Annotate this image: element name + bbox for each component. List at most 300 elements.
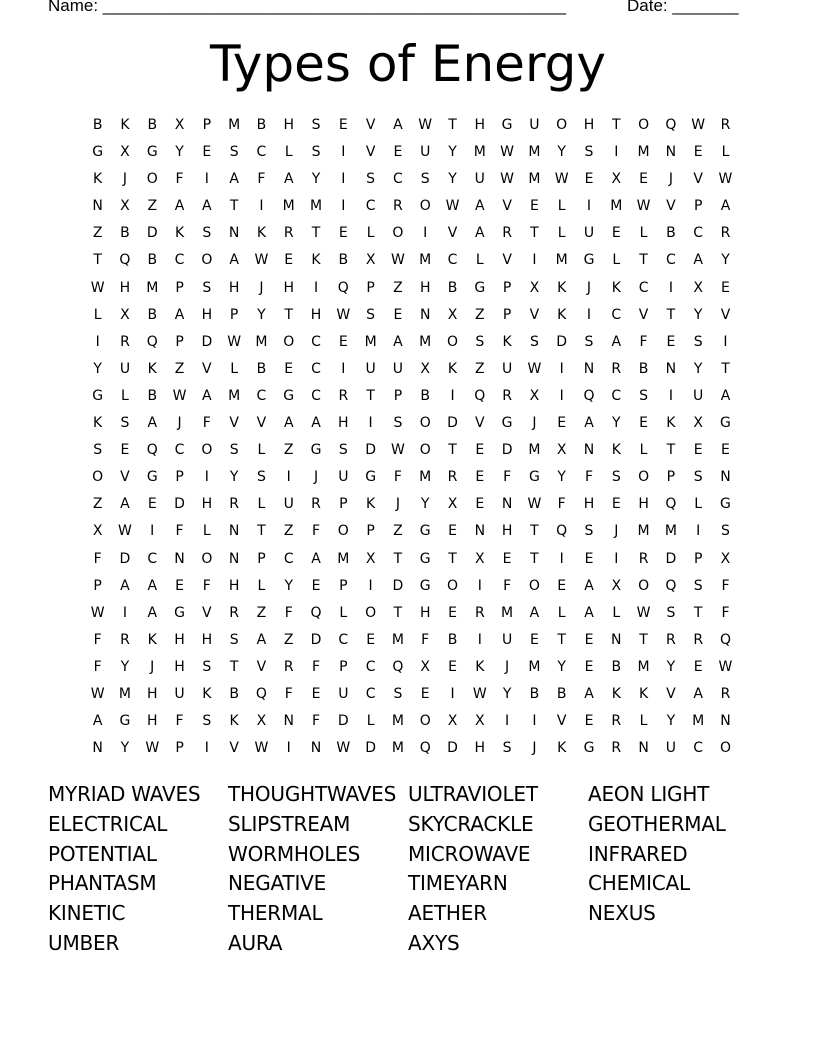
grid-letter: O: [419, 415, 431, 432]
grid-letter: K: [502, 333, 512, 350]
grid-letter: K: [366, 496, 376, 513]
grid-letter: A: [529, 604, 540, 621]
grid-letter: N: [501, 496, 513, 513]
grid-letter: R: [311, 496, 321, 513]
grid-letter: T: [311, 225, 321, 242]
grid-letter: O: [283, 333, 295, 350]
grid-letter: A: [283, 171, 294, 188]
grid-letter: Z: [393, 523, 403, 540]
grid-letter: N: [665, 360, 677, 377]
grid-letter: I: [122, 604, 128, 621]
grid-letter: U: [501, 631, 513, 648]
grid-letter: B: [92, 117, 103, 133]
grid-letter: A: [202, 387, 212, 404]
grid-letter: I: [586, 306, 592, 323]
grid-letter: G: [583, 252, 595, 269]
grid-letter: T: [666, 442, 676, 459]
grid-letter: R: [638, 550, 649, 567]
grid-letter: K: [611, 279, 621, 296]
grid-letter: I: [559, 387, 564, 404]
grid-letter: E: [284, 252, 294, 269]
grid-letter: S: [639, 387, 649, 404]
grid-letter: W: [227, 333, 242, 350]
grid-letter: G: [501, 415, 513, 432]
grid-letter: H: [201, 306, 213, 323]
grid-letter: H: [146, 713, 158, 730]
grid-letter: L: [612, 252, 621, 269]
grid-letter: M: [637, 523, 650, 540]
grid-letter: K: [147, 360, 157, 377]
grid-letter: W: [90, 685, 105, 702]
grid-letter: S: [202, 225, 212, 242]
grid-letter: D: [392, 577, 404, 594]
grid-letter: E: [584, 171, 594, 188]
grid-letter: C: [365, 198, 376, 215]
grid-letter: S: [584, 523, 594, 540]
grid-letter: R: [693, 631, 704, 648]
grid-letter: J: [668, 171, 673, 188]
grid-letter: M: [364, 333, 377, 350]
grid-letter: E: [639, 171, 649, 188]
grid-letter: C: [693, 740, 704, 757]
grid-letter: K: [93, 415, 103, 432]
grid-letter: T: [666, 306, 676, 323]
grid-letter: X: [174, 117, 185, 133]
grid-letter: P: [393, 387, 403, 404]
grid-letter: F: [202, 415, 211, 432]
grid-letter: P: [202, 117, 212, 133]
grid-letter: P: [175, 469, 184, 486]
word-bank-item: NEGATIVE: [228, 871, 327, 896]
grid-letter: X: [475, 713, 485, 730]
grid-letter: L: [612, 604, 621, 621]
grid-letter: X: [365, 252, 376, 269]
grid-letter: C: [338, 631, 349, 648]
grid-letter: H: [638, 496, 649, 513]
grid-letter: S: [120, 415, 130, 432]
grid-letter: I: [95, 333, 100, 350]
grid-letter: S: [721, 523, 730, 540]
grid-letter: I: [532, 252, 537, 269]
grid-letter: I: [559, 550, 564, 567]
grid-letter: W: [472, 685, 487, 702]
grid-letter: F: [721, 604, 730, 621]
grid-letter: E: [611, 225, 621, 242]
grid-letter: W: [636, 198, 651, 215]
grid-letter: Q: [474, 387, 486, 404]
grid-letter: V: [502, 198, 512, 215]
grid-letter: L: [639, 225, 648, 242]
grid-letter: O: [392, 225, 404, 242]
grid-letter: Q: [556, 523, 568, 540]
grid-letter: J: [150, 658, 155, 675]
grid-letter: J: [313, 469, 319, 486]
grid-letter: R: [611, 740, 622, 757]
grid-letter: F: [257, 171, 266, 188]
grid-letter: N: [583, 360, 595, 377]
grid-letter: I: [696, 523, 701, 540]
grid-letter: L: [557, 198, 566, 215]
grid-letter: P: [229, 306, 239, 323]
grid-letter: M: [391, 740, 404, 757]
grid-letter: E: [529, 631, 539, 648]
grid-letter: G: [474, 279, 486, 296]
grid-letter: X: [92, 523, 103, 540]
grid-letter: A: [147, 577, 158, 594]
grid-letter: P: [502, 306, 512, 323]
grid-letter: Z: [283, 442, 294, 459]
grid-letter: S: [256, 469, 266, 486]
grid-letter: U: [665, 740, 676, 757]
grid-letter: V: [202, 360, 212, 377]
grid-letter: W: [718, 658, 733, 675]
grid-letter: H: [501, 523, 513, 540]
grid-letter: M: [664, 523, 677, 540]
grid-letter: C: [365, 685, 376, 702]
grid-letter: S: [611, 469, 621, 486]
grid-letter: M: [228, 387, 241, 404]
grid-letter: Y: [693, 360, 703, 377]
grid-letter: T: [448, 442, 457, 459]
grid-letter: Z: [393, 279, 403, 296]
grid-letter: U: [392, 360, 404, 377]
grid-letter: A: [229, 171, 239, 188]
grid-letter: Z: [92, 225, 103, 242]
grid-letter: N: [611, 631, 622, 648]
grid-letter: E: [175, 577, 184, 594]
grid-letter: G: [419, 523, 431, 540]
grid-letter: R: [120, 631, 130, 648]
grid-letter: W: [527, 496, 542, 513]
grid-letter: W: [90, 604, 105, 621]
grid-letter: E: [721, 442, 730, 459]
grid-letter: S: [311, 144, 321, 161]
grid-letter: E: [120, 442, 130, 459]
grid-letter: K: [256, 225, 267, 242]
grid-letter: I: [532, 713, 537, 730]
grid-letter: D: [556, 333, 568, 350]
grid-letter: L: [557, 604, 566, 621]
word-bank-item: NEXUS: [588, 901, 656, 926]
header-line: [48, 0, 748, 20]
grid-letter: M: [255, 333, 268, 350]
grid-letter: E: [311, 685, 321, 702]
grid-letter: V: [638, 306, 649, 323]
word-bank-item: POTENTIAL: [48, 841, 157, 866]
grid-letter: V: [447, 225, 458, 242]
grid-letter: C: [311, 387, 321, 404]
grid-letter: T: [693, 604, 703, 621]
grid-letter: M: [391, 713, 404, 730]
grid-letter: C: [447, 252, 458, 269]
grid-letter: K: [147, 631, 157, 648]
grid-letter: I: [204, 469, 209, 486]
grid-letter: I: [341, 198, 346, 215]
grid-letter: C: [393, 171, 403, 188]
grid-letter: B: [338, 252, 349, 269]
grid-letter: E: [639, 415, 649, 432]
grid-letter: C: [611, 387, 622, 404]
grid-letter: E: [147, 496, 157, 513]
grid-letter: S: [693, 333, 703, 350]
grid-letter: M: [528, 658, 541, 675]
grid-letter: I: [313, 279, 319, 296]
grid-letter: H: [201, 496, 213, 513]
grid-letter: H: [174, 658, 185, 675]
grid-letter: O: [719, 740, 731, 757]
grid-letter: W: [336, 306, 351, 323]
grid-letter: P: [175, 333, 184, 350]
word-bank-item: AEON LIGHT: [588, 782, 710, 806]
grid-letter: X: [447, 496, 458, 513]
grid-letter: H: [283, 279, 294, 296]
grid-letter: I: [204, 740, 209, 757]
grid-letter: P: [366, 279, 375, 296]
grid-letter: J: [532, 740, 537, 757]
grid-letter: O: [446, 577, 459, 594]
grid-letter: S: [502, 740, 512, 757]
grid-letter: F: [311, 658, 321, 675]
grid-letter: X: [720, 550, 731, 567]
date-field-label[interactable]: Date: _______: [627, 0, 739, 15]
grid-letter: H: [419, 279, 431, 296]
grid-letter: K: [93, 171, 103, 188]
grid-letter: D: [201, 333, 213, 350]
grid-letter: D: [146, 225, 158, 242]
grid-letter: I: [423, 225, 428, 242]
grid-letter: G: [146, 469, 158, 486]
grid-letter: K: [557, 279, 567, 296]
word-bank-item: TIMEYARN: [408, 871, 508, 896]
grid-letter: Y: [257, 306, 266, 323]
grid-letter: V: [365, 117, 376, 133]
grid-letter: T: [639, 631, 648, 648]
grid-letter: U: [283, 496, 294, 513]
grid-letter: N: [92, 740, 103, 757]
word-bank-item: UMBER: [48, 930, 120, 955]
grid-letter: J: [177, 415, 182, 432]
grid-letter: Q: [665, 496, 677, 513]
grid-letter: H: [474, 740, 486, 757]
word-bank-item: ULTRAVIOLET: [408, 782, 538, 806]
grid-letter: E: [393, 306, 403, 323]
grid-letter: W: [500, 171, 515, 188]
grid-letter: N: [310, 740, 322, 757]
grid-letter: A: [283, 415, 294, 432]
grid-letter: G: [720, 496, 731, 513]
grid-letter: B: [147, 306, 158, 323]
grid-letter: Q: [255, 685, 267, 702]
grid-letter: G: [283, 387, 295, 404]
grid-letter: M: [473, 144, 486, 161]
grid-letter: Q: [337, 279, 349, 296]
grid-letter: I: [723, 333, 728, 350]
grid-letter: W: [390, 442, 405, 459]
grid-letter: D: [310, 631, 322, 648]
grid-letter: Z: [475, 306, 485, 323]
grid-letter: A: [475, 198, 485, 215]
grid-letter: D: [365, 740, 376, 757]
grid-letter: Q: [146, 442, 158, 459]
grid-letter: Y: [557, 469, 566, 486]
grid-letter: W: [718, 171, 733, 188]
grid-letter: W: [445, 198, 460, 215]
grid-letter: H: [283, 117, 294, 133]
grid-letter: R: [393, 198, 403, 215]
grid-letter: E: [584, 631, 594, 648]
grid-letter: C: [256, 144, 267, 161]
grid-letter: K: [120, 117, 130, 133]
grid-letter: C: [256, 387, 267, 404]
grid-letter: X: [256, 713, 267, 730]
grid-letter: H: [146, 685, 158, 702]
grid-letter: M: [118, 685, 131, 702]
grid-letter: P: [175, 279, 184, 296]
grid-letter: V: [502, 252, 512, 269]
grid-letter: C: [283, 550, 294, 567]
grid-letter: O: [419, 198, 431, 215]
grid-letter: N: [583, 442, 595, 459]
grid-letter: T: [721, 360, 730, 377]
grid-letter: K: [202, 685, 212, 702]
grid-letter: F: [311, 713, 321, 730]
grid-letter: V: [475, 415, 485, 432]
grid-letter: R: [229, 604, 239, 621]
word-bank-item: AXYS: [408, 930, 460, 955]
grid-letter: N: [720, 469, 731, 486]
grid-letter: L: [121, 387, 129, 404]
grid-letter: S: [420, 171, 430, 188]
grid-letter: D: [447, 415, 458, 432]
grid-letter: F: [175, 523, 184, 540]
grid-letter: M: [146, 279, 159, 296]
grid-letter: G: [365, 469, 377, 486]
grid-letter: N: [638, 740, 649, 757]
grid-letter: S: [393, 415, 403, 432]
grid-letter: O: [92, 469, 104, 486]
grid-letter: P: [339, 496, 348, 513]
name-field-label[interactable]: Name: _________________________________________________: [48, 0, 567, 15]
grid-letter: M: [692, 713, 705, 730]
grid-letter: S: [584, 333, 594, 350]
grid-letter: L: [694, 496, 703, 513]
grid-letter: R: [720, 225, 731, 242]
grid-letter: O: [337, 523, 349, 540]
word-bank-item: CHEMICAL: [588, 871, 690, 896]
grid-letter: K: [447, 360, 458, 377]
grid-letter: C: [174, 442, 185, 459]
grid-letter: I: [559, 360, 564, 377]
grid-letter: J: [505, 658, 510, 675]
grid-letter: O: [638, 469, 650, 486]
grid-letter: N: [665, 144, 677, 161]
grid-letter: H: [201, 631, 213, 648]
grid-letter: Z: [283, 631, 294, 648]
word-bank-item: PHANTASM: [48, 871, 157, 896]
grid-letter: X: [365, 550, 376, 567]
grid-letter: M: [419, 252, 432, 269]
grid-letter: A: [584, 604, 594, 621]
grid-letter: N: [419, 306, 431, 323]
grid-letter: O: [446, 333, 459, 350]
grid-letter: F: [421, 631, 430, 648]
grid-letter: J: [532, 415, 537, 432]
grid-letter: F: [584, 469, 594, 486]
grid-letter: N: [228, 523, 240, 540]
grid-letter: Y: [229, 469, 239, 486]
grid-letter: V: [666, 685, 676, 702]
grid-letter: E: [475, 442, 485, 459]
grid-letter: H: [228, 279, 240, 296]
grid-letter: A: [256, 631, 267, 648]
grid-letter: J: [122, 171, 128, 188]
grid-letter: H: [583, 496, 595, 513]
grid-letter: Z: [475, 360, 485, 377]
grid-letter: E: [448, 604, 457, 621]
grid-letter: S: [202, 279, 212, 296]
grid-letter: L: [721, 144, 730, 161]
grid-letter: E: [611, 496, 621, 513]
grid-letter: K: [174, 225, 185, 242]
grid-letter: I: [286, 469, 291, 486]
grid-letter: W: [554, 171, 569, 188]
grid-letter: S: [366, 171, 376, 188]
grid-letter: X: [529, 387, 540, 404]
grid-letter: A: [693, 685, 703, 702]
grid-letter: X: [120, 198, 130, 215]
grid-letter: M: [610, 198, 623, 215]
grid-letter: T: [530, 225, 539, 242]
grid-letter: L: [366, 713, 375, 730]
grid-letter: M: [501, 604, 514, 621]
grid-letter: J: [259, 279, 264, 296]
grid-letter: A: [393, 117, 403, 133]
grid-letter: D: [447, 740, 458, 757]
grid-letter: M: [637, 658, 650, 675]
grid-letter: U: [338, 685, 349, 702]
grid-letter: O: [201, 550, 213, 567]
grid-letter: O: [419, 442, 431, 459]
grid-letter: F: [93, 658, 102, 675]
grid-letter: T: [257, 523, 266, 540]
grid-letter: W: [390, 252, 405, 269]
grid-letter: A: [584, 685, 594, 702]
grid-letter: T: [393, 550, 403, 567]
grid-letter: O: [528, 577, 540, 594]
grid-letter: L: [284, 144, 293, 161]
page-title: Types of Energy: [210, 35, 606, 93]
grid-letter: C: [174, 252, 185, 269]
grid-letter: Y: [448, 171, 457, 188]
grid-letter: I: [341, 360, 346, 377]
grid-letter: F: [175, 713, 184, 730]
grid-letter: X: [611, 171, 622, 188]
grid-letter: S: [693, 469, 703, 486]
grid-letter: S: [202, 658, 212, 675]
grid-letter: E: [502, 550, 512, 567]
grid-letter: L: [339, 604, 348, 621]
word-bank-item: THERMAL: [228, 901, 323, 926]
grid-letter: Q: [419, 740, 431, 757]
grid-letter: Y: [557, 658, 566, 675]
grid-letter: A: [693, 252, 703, 269]
grid-letter: I: [341, 171, 346, 188]
grid-letter: E: [475, 496, 485, 513]
grid-letter: Y: [693, 306, 703, 323]
grid-letter: U: [529, 117, 540, 133]
grid-letter: Y: [284, 577, 293, 594]
grid-letter: E: [557, 577, 567, 594]
